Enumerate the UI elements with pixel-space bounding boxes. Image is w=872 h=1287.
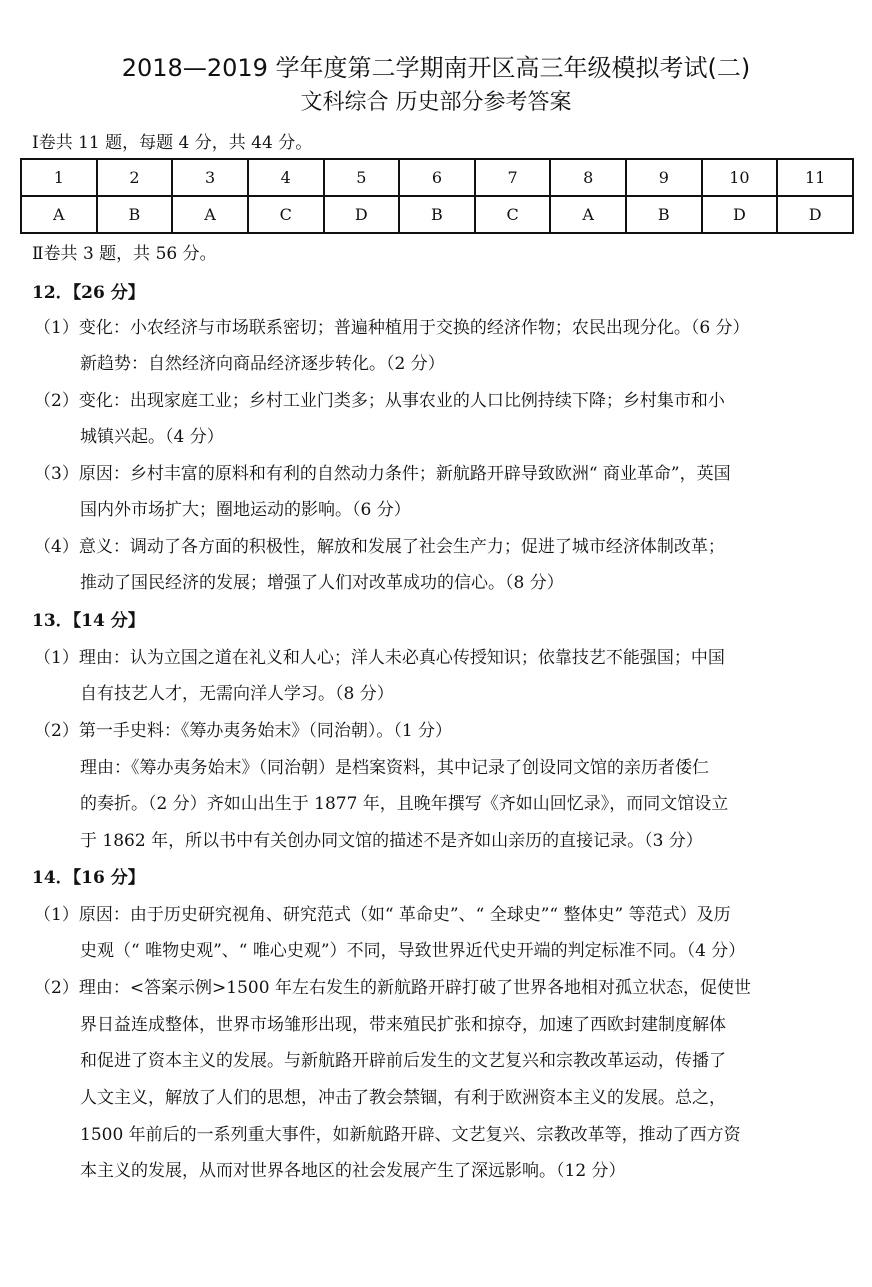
q14-line: 本主义的发展，从而对世界各地区的社会发展产生了深远影响。（12 分） xyxy=(80,1161,626,1181)
answer-table-answer-row xyxy=(21,196,853,233)
q13-header: 13．【14 分】 xyxy=(32,611,145,631)
q12-line: （2）变化：出现家庭工业；乡村工业门类多；从事农业的人口比例持续下降；乡村集市和小 xyxy=(34,391,725,411)
q13-line: 于 1862 年，所以书中有关创办同文馆的描述不是齐如山亲历的直接记录。（3 分） xyxy=(80,831,703,851)
part1-note: Ⅰ卷共 11 题，每题 4 分，共 44 分。 xyxy=(32,133,313,153)
q14-line: （1）原因：由于历史研究视角、研究范式（如“ 革命史”、“ 全球史”“ 整体史” 等范式）及历 xyxy=(34,905,731,925)
q13-line: 理由：《筹办夷务始末》（同治朝）是档案资料，其中记录了创设同文馆的亲历者倭仁 xyxy=(80,758,709,778)
answer-cell: D xyxy=(324,196,400,233)
answer-cell: A xyxy=(21,196,97,233)
q12-line: 新趋势：自然经济向商品经济逐步转化。（2 分） xyxy=(80,354,445,374)
answer-cell: C xyxy=(475,196,551,233)
q13-line: （2）第一手史料：《筹办夷务始末》（同治朝）。（1 分） xyxy=(34,721,453,741)
answer-cell: B xyxy=(626,196,702,233)
page-subtitle: 文科综合 历史部分参考答案 xyxy=(300,90,572,115)
q12-header: 12．【26 分】 xyxy=(32,283,145,303)
answer-cell: B xyxy=(399,196,475,233)
answer-cell: B xyxy=(97,196,173,233)
q12-line: （1）变化：小农经济与市场联系密切；普遍种植用于交换的经济作物；农民出现分化。（6 分） xyxy=(34,318,750,338)
q12-line: 国内外市场扩大；圈地运动的影响。（6 分） xyxy=(80,500,411,520)
answer-cell: A xyxy=(172,196,248,233)
q13-line: 自有技艺人才，无需向洋人学习。（8 分） xyxy=(80,684,394,704)
question-number: 9 xyxy=(626,159,702,196)
question-number: 11 xyxy=(777,159,853,196)
q12-line: （3）原因：乡村丰富的原料和有利的自然动力条件；新航路开辟导致欧洲“ 商业革命”，英国 xyxy=(34,464,731,484)
question-number: 1 xyxy=(21,159,97,196)
q13-line: 的奏折。（2 分）齐如山出生于 1877 年，且晚年撰写《齐如山回忆录》，而同文馆设立 xyxy=(80,794,729,814)
q12-line: （4）意义：调动了各方面的积极性，解放和发展了社会生产力；促进了城市经济体制改革； xyxy=(34,537,725,557)
part2-note: Ⅱ卷共 3 题，共 56 分。 xyxy=(32,244,217,264)
q14-line: 人文主义，解放了人们的思想，冲击了教会禁锢，有利于欧洲资本主义的发展。总之， xyxy=(80,1088,726,1108)
question-number: 4 xyxy=(248,159,324,196)
question-number: 8 xyxy=(550,159,626,196)
page-title: 2018—2019 学年度第二学期南开区高三年级模拟考试(二) xyxy=(121,54,751,82)
answer-cell: A xyxy=(550,196,626,233)
q14-line: 界日益连成整体，世界市场雏形出现，带来殖民扩张和掠夺，加速了西欧封建制度解体 xyxy=(80,1015,726,1035)
q13-line: （1）理由：认为立国之道在礼义和人心；洋人未必真心传授知识；依靠技艺不能强国；中国 xyxy=(34,648,725,668)
answer-table xyxy=(20,158,854,234)
q12-line: 城镇兴起。（4 分） xyxy=(80,427,224,447)
q14-line: 和促进了资本主义的发展。与新航路开辟前后发生的文艺复兴和宗教改革运动，传播了 xyxy=(80,1051,726,1071)
answer-cell: C xyxy=(248,196,324,233)
q14-line: 史观（“ 唯物史观”、“ 唯心史观”）不同，导致世界近代史开端的判定标准不同。（4 分） xyxy=(80,941,746,961)
question-number: 2 xyxy=(97,159,173,196)
q14-line: 1500 年前后的一系列重大事件，如新航路开辟、文艺复兴、宗教改革等，推动了西方资 xyxy=(80,1125,741,1145)
q12-line: 推动了国民经济的发展；增强了人们对改革成功的信心。（8 分） xyxy=(80,573,564,593)
question-number: 3 xyxy=(172,159,248,196)
question-number: 5 xyxy=(324,159,400,196)
answer-table-number-row xyxy=(21,159,853,196)
question-number: 6 xyxy=(399,159,475,196)
answer-cell: D xyxy=(702,196,778,233)
q14-header: 14．【16 分】 xyxy=(32,868,145,888)
question-number: 10 xyxy=(702,159,778,196)
answer-cell: D xyxy=(777,196,853,233)
question-number: 7 xyxy=(475,159,551,196)
q14-line: （2）理由：<答案示例>1500 年左右发生的新航路开辟打破了世界各地相对孤立状态，促使世 xyxy=(34,978,751,998)
